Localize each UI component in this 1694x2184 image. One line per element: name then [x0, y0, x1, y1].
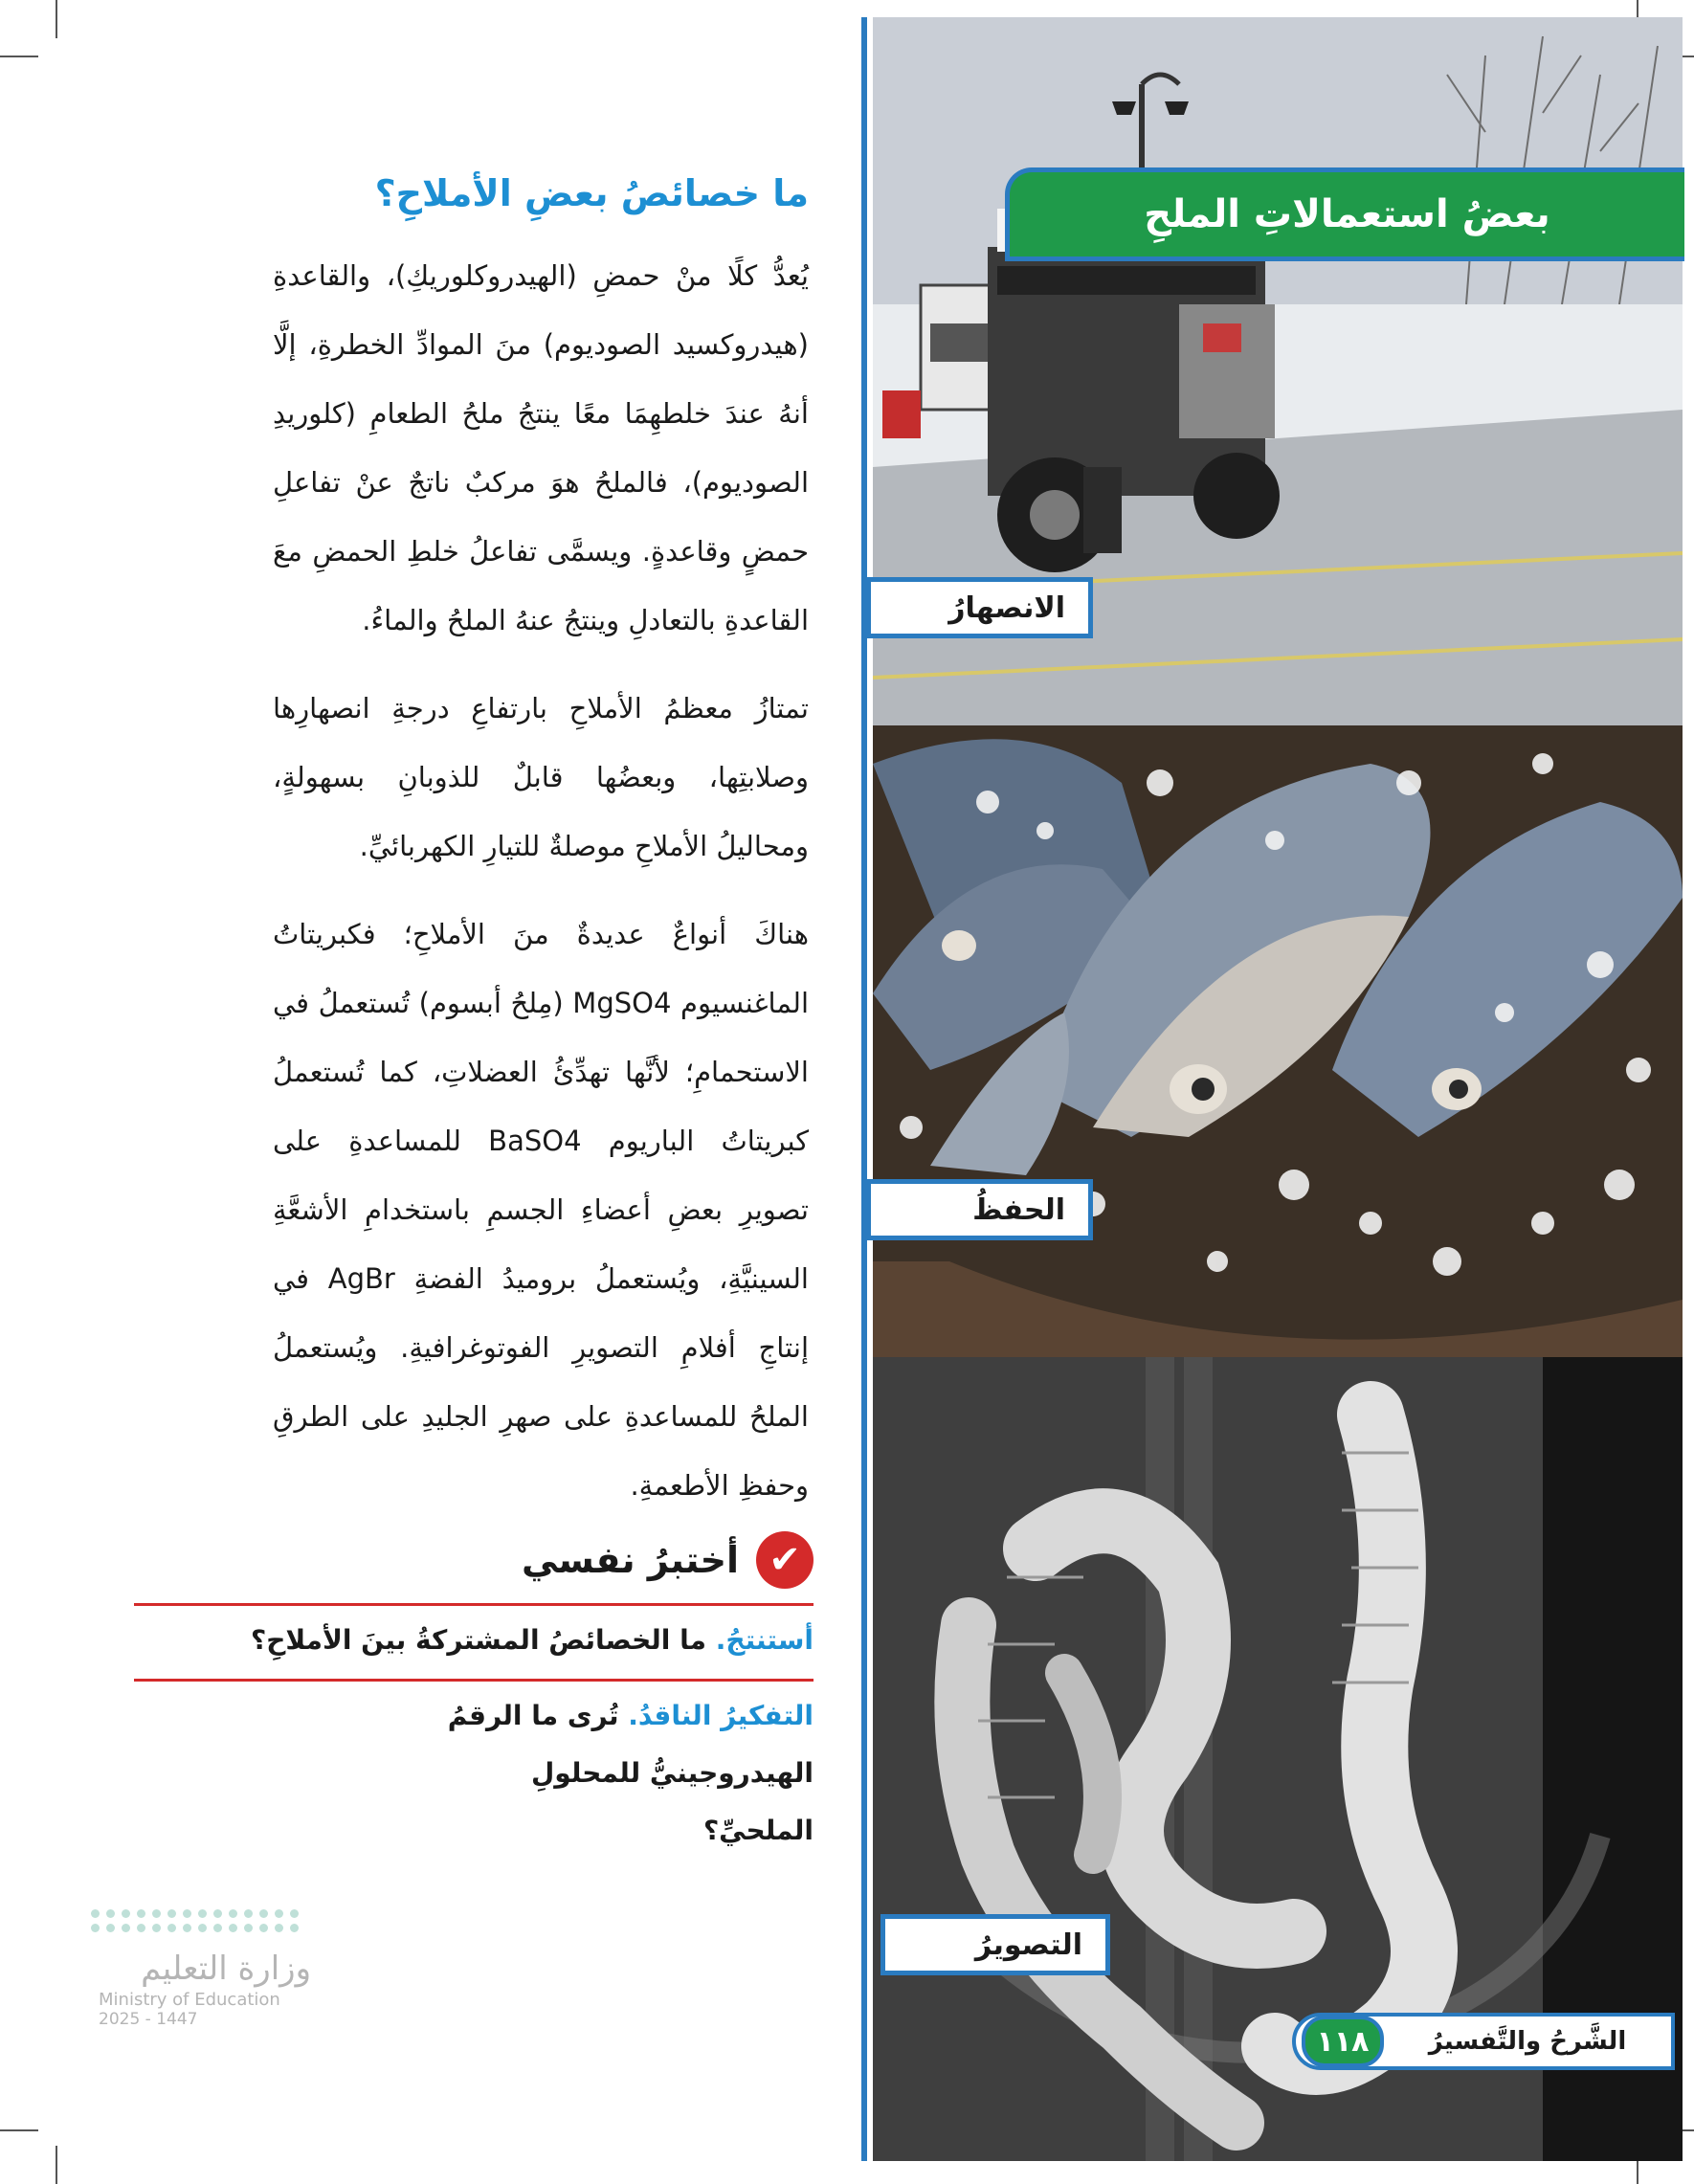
photo-column: [861, 17, 1683, 2161]
question-text: ما الخصائصُ المشتركةُ بينَ الأملاحِ؟: [250, 1624, 716, 1656]
question-label: التفكيرُ الناقدُ.: [628, 1700, 814, 1731]
ministry-year: 2025 - 1447: [99, 2010, 198, 2029]
divider: [134, 1679, 814, 1682]
question-2: [431, 1687, 814, 1860]
logo-dots: [91, 1909, 311, 1932]
caption-text: التصويرُ: [974, 1928, 1082, 1962]
divider: [134, 1603, 814, 1606]
imaging-caption: [880, 1914, 1110, 1975]
salted-fish-photo: [873, 725, 1683, 1357]
question-text: تُرى ما الرقمُ الهيدروجينيُّ للمحلولِ الملحيِّ؟: [447, 1700, 814, 1846]
ministry-english: Ministry of Education: [99, 1990, 280, 2010]
paragraph: هناكَ أنواعٌ عديدةٌ منَ الأملاحِ؛ فكبريتاتُ الماغنسيوم MgSO4 (مِلحُ أبسوم) تُستعملُ في الاستحمامِ؛ لأنَّها تهدِّئُ العضلاتِ، كما تُستعملُ كبريتاتُ الباريوم BaSO4 للمساعدةِ على تصويرِ بعضِ أعضاءِ الجسمِ باستخدامِ الأشعَّةِ السينيَّةِ، ويُستعملُ بروميدُ الفضةِ AgBr في إنتاجِ أفلامِ التصويرِ الفوتوغرافيةِ. ويُستعملُ الملحُ للمساعدةِ على صهرِ الجليدِ على الطرقِ وحفظِ الأطعمةِ.: [273, 918, 810, 1502]
question-label: أستنتجُ.: [715, 1624, 814, 1656]
page-number: ١١٨: [1302, 2016, 1384, 2067]
uses-of-salt-banner: [1005, 167, 1684, 261]
self-test-title: أختبرُ نفسي: [521, 1539, 739, 1581]
paragraph: يُعدُّ كلًا منْ حمضِ (الهيدروكلوريكِ)، والقاعدةِ (هيدروكسيد الصوديوم) منَ الموادِّ الخطرةِ، إلَّا أنهُ عندَ خلطهِمَا معًا ينتجُ ملحُ الطعامِ (كلوريدِ الصوديوم)، فالملحُ هوَ مركبٌ ناتجٌ عنْ تفاعلِ حمضٍ وقاعدةٍ. ويسمَّى تفاعلُ خلطِ الحمضِ معَ القاعدةِ بالتعادلِ وينتجُ عنهُ الملحُ والماءُ.: [273, 259, 809, 636]
crop-mark: [56, 2146, 57, 2184]
paragraph: تمتازُ معظمُ الأملاحِ بارتفاعِ درجةِ انصهارِها وصلابتِها، وبعضُها قابلٌ للذوبانِ بسهولةٍ، ومحاليلُ الأملاحِ موصلةٌ للتيارِ الكهربائيِّ.: [273, 692, 809, 862]
crop-mark: [0, 56, 38, 57]
self-test-header: [134, 1527, 814, 1593]
crop-mark: [56, 0, 57, 38]
preservation-caption: [866, 1179, 1093, 1240]
question-1: [134, 1612, 814, 1669]
article-heading: ما خصائصُ بعضِ الأملاحِ؟: [374, 172, 809, 214]
article: [273, 172, 809, 1539]
ministry-logo: [91, 1909, 311, 2029]
banner-title: بعضُ استعمالاتِ الملحِ: [1144, 192, 1550, 236]
caption-text: الحفظُ: [972, 1192, 1065, 1227]
ministry-arabic: وزارة التعليم: [141, 1950, 311, 1988]
checkmark-icon: ✔: [756, 1531, 814, 1589]
melting-caption: [866, 577, 1093, 638]
page-number-tab: [1292, 2013, 1675, 2070]
self-test-box: [134, 1527, 814, 1860]
section-label: الشَّرحُ والتَّفسيرُ: [1428, 2027, 1627, 2056]
crop-mark: [0, 2129, 38, 2131]
caption-text: الانصهارُ: [948, 591, 1065, 625]
